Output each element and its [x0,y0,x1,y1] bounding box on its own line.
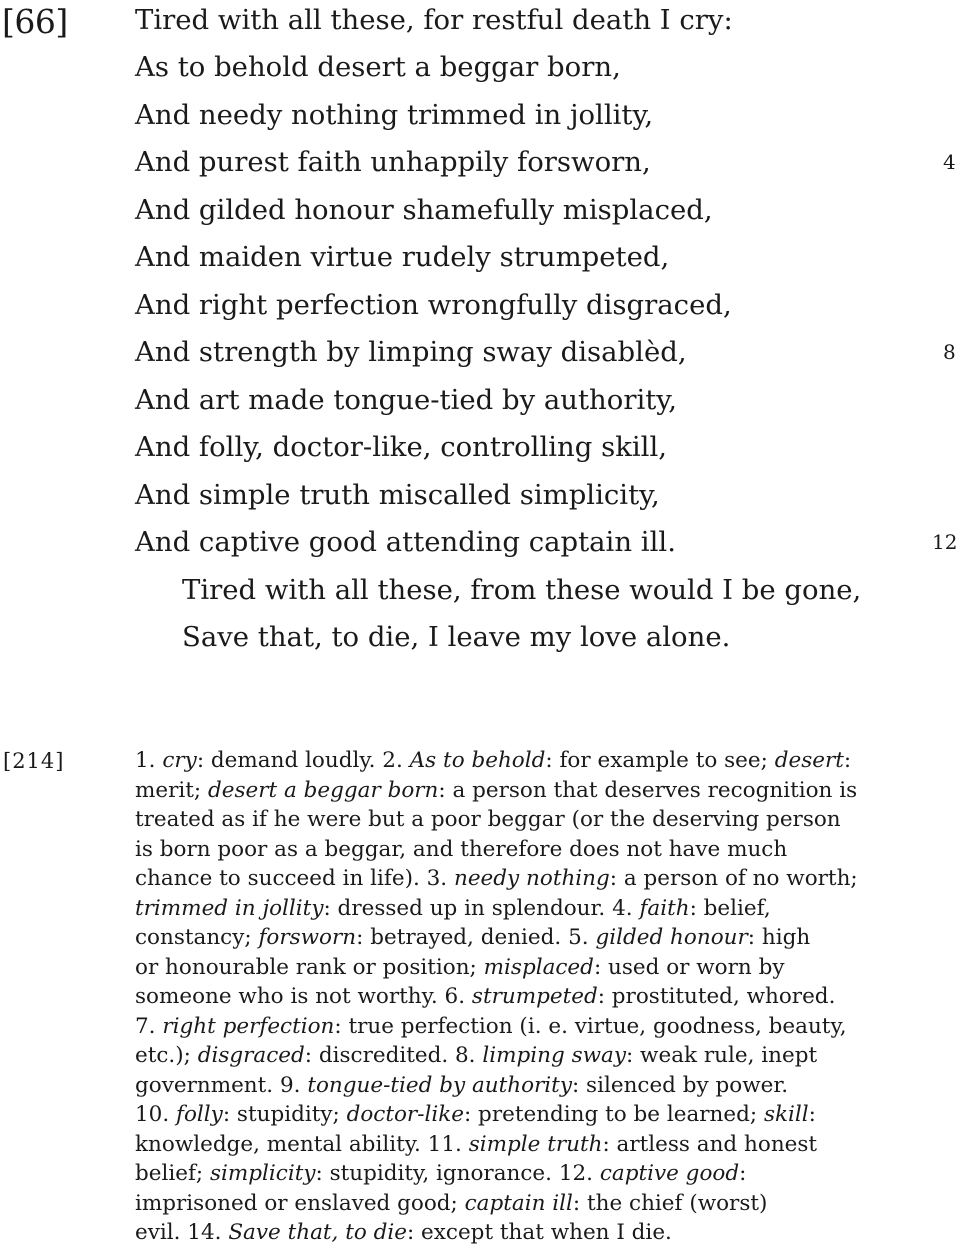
note-line [135,776,857,806]
note-line [135,1159,746,1189]
note-term: desert a beggar born [207,777,439,803]
note-text: : discredited. 8. [304,1043,483,1068]
note-text: someone who is not worthy. 6. [135,984,472,1009]
note-text: 7. [135,1013,163,1039]
poem-line: And right perfection wrongfully disgraced, [135,289,732,321]
poem-line: And strength by limping sway disablèd, [135,336,687,368]
note-line [135,1130,817,1160]
note-term: captain ill [464,1190,573,1216]
note-text: chance to succeed in life). 3. [135,866,454,891]
note-term: Save that, to die [228,1220,407,1245]
note-line [135,1041,817,1071]
note-text: treated as if he were but a poor beggar (or the deserving person [135,807,841,832]
note-term: As to behold [409,748,546,773]
note-term: tongue-tied by authority [307,1072,572,1098]
note-line [135,1218,672,1248]
note-text: : dressed up in splendour. 4. [323,895,640,921]
note-term: forsworn [258,925,357,950]
note-text: : pretending to be learned; [463,1102,764,1127]
note-text: : silenced by power. [571,1072,789,1098]
note-line [135,1071,788,1101]
poem-line: Tired with all these, for restful death I cry: [135,4,733,36]
note-text: : except that when I die. [406,1220,672,1245]
note-text: : betrayed, denied. 5. [356,925,596,950]
note-line [135,894,771,924]
note-text: government. 9. [135,1072,308,1098]
poem-line: And purest faith unhappily forsworn, [135,146,651,178]
note-line [135,746,851,776]
note-line [135,864,858,894]
note-term: strumpeted [471,984,598,1009]
note-term: doctor-like [346,1102,464,1127]
poem-line: And simple truth miscalled simplicity, [135,479,660,511]
note-text: 1. [135,748,163,773]
poem-line: And needy nothing trimmed in jollity, [135,99,654,131]
page-number: [214] [3,749,65,773]
note-text: : a person of no worth; [609,866,858,891]
note-text: evil. 14. [135,1220,229,1245]
poem-line: And folly, doctor-like, controlling skill, [135,431,667,463]
note-text: : stupidity, ignorance. 12. [315,1161,600,1186]
note-term: skill [763,1102,809,1127]
note-text: or honourable rank or position; [135,954,484,980]
note-text: : demand loudly. 2. [196,748,410,773]
note-text: : for example to see; [545,748,775,773]
note-term: needy nothing [453,866,610,891]
note-text: : used or worn by [593,954,785,980]
note-text: : the chief (worst) [572,1190,768,1216]
note-line [135,1100,816,1130]
couplet-line: Save that, to die, I leave my love alone. [182,621,731,653]
line-number: 8 [943,340,956,364]
note-text: : artless and honest [602,1131,818,1157]
note-term: gilded honour [595,925,748,950]
couplet-line: Tired with all these, from these would I be gone, [182,574,862,606]
line-number: 12 [932,530,958,554]
note-term: folly [176,1102,223,1127]
poem-line: And art made tongue-tied by authority, [135,384,677,416]
note-term: simplicity [210,1161,316,1186]
note-text: knowledge, mental ability. 11. [135,1131,469,1157]
note-line [135,805,841,835]
note-term: faith [639,895,690,921]
note-text: merit; [135,777,208,803]
note-text: etc.); [135,1043,198,1068]
note-line [135,982,835,1012]
note-text: : stupidity; [222,1102,347,1127]
note-text: imprisoned or enslaved good; [135,1190,465,1216]
note-text: : belief, [689,895,771,921]
note-text: : [808,1102,816,1127]
note-text: : prostituted, whored. [597,984,836,1009]
note-line [135,923,810,953]
note-line [135,1012,847,1042]
note-line [135,1189,767,1219]
note-line [135,953,785,983]
note-text: : [843,748,852,773]
note-term: right perfection [162,1013,335,1039]
note-text: : [739,1161,747,1186]
poem-line: As to behold desert a beggar born, [135,51,621,83]
note-term: trimmed in jollity [135,895,324,921]
sonnet-number: [66] [2,2,68,41]
poem-line: And maiden virtue rudely strumpeted, [135,241,670,273]
note-text: is born poor as a beggar, and therefore does not have much [135,836,788,862]
note-term: captive good [599,1161,740,1186]
note-text: : a person that deserves recognition is [438,777,858,803]
note-term: disgraced [197,1043,305,1068]
note-term: desert [774,748,844,773]
note-text: constancy; [135,925,259,950]
poem-line: And captive good attending captain ill. [135,526,676,558]
note-term: misplaced [483,954,594,980]
line-number: 4 [943,150,956,174]
note-text: : weak rule, inept [625,1043,818,1068]
note-line [135,835,787,865]
note-term: cry [162,748,197,773]
poem-line: And gilded honour shamefully misplaced, [135,194,713,226]
note-term: simple truth [468,1131,603,1157]
note-text: belief; [135,1161,210,1186]
note-text: 10. [135,1102,177,1127]
note-term: limping sway [482,1043,626,1068]
note-text: : high [747,925,811,950]
note-text: : true perfection (i. e. virtue, goodness, beauty, [334,1013,847,1039]
